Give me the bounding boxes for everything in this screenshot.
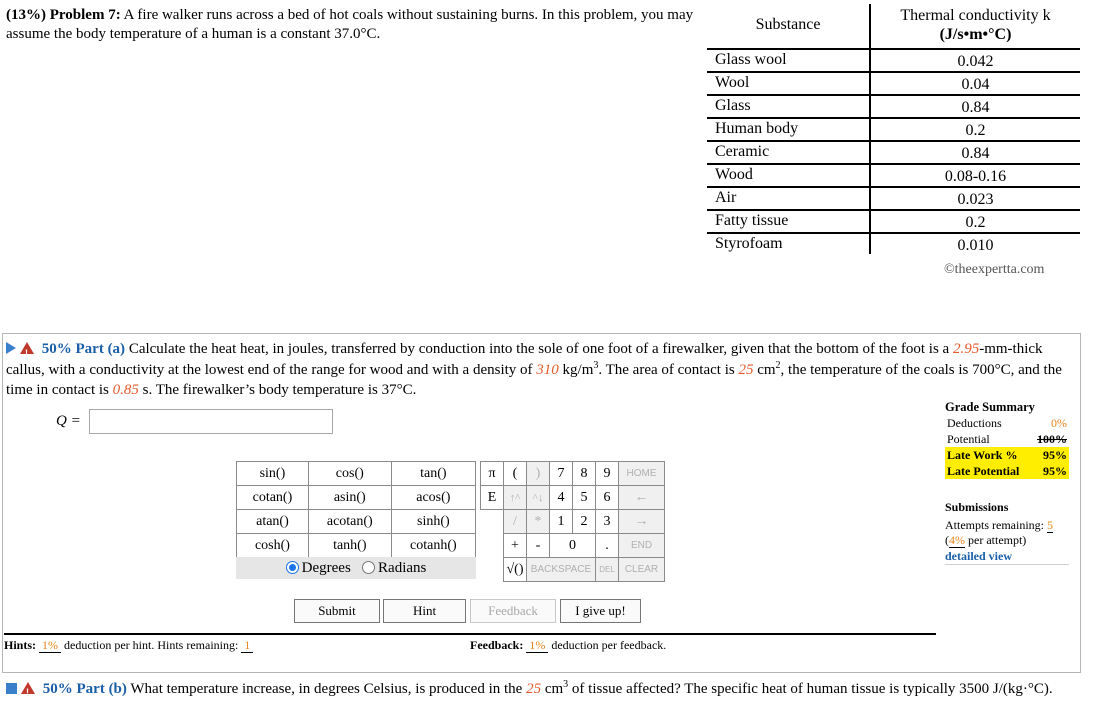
table-row <box>707 119 1080 142</box>
atan-button[interactable]: atan() <box>237 510 309 534</box>
feedback-bar <box>470 633 936 653</box>
feedback-deduction-pct: 1% <box>526 638 548 653</box>
cotanh-button[interactable]: cotanh() <box>391 534 475 558</box>
late-potential-value: 95% <box>1043 464 1067 478</box>
substance-name: Wood <box>715 166 753 183</box>
conductivity-value: 0.08-0.16 <box>944 168 1007 185</box>
conductivity-value: 0.84 <box>961 99 990 116</box>
keypad-spacer <box>481 510 504 534</box>
part-a-text-3: . The area of contact is <box>598 361 735 378</box>
hint-deduction-pct: 1% <box>39 638 61 653</box>
feedback-button[interactable]: Feedback <box>470 599 556 623</box>
substance-header: Substance <box>755 16 821 33</box>
expand-triangle-icon[interactable] <box>6 342 16 354</box>
up-caret-button[interactable]: ↑^ <box>504 486 527 510</box>
density-unit: kg/m <box>562 361 594 378</box>
cursor-right-button[interactable]: → <box>619 510 665 534</box>
collapse-square-icon[interactable] <box>6 683 17 694</box>
conductivity-value: 0.010 <box>957 237 994 254</box>
substance-name: Styrofoam <box>715 235 783 252</box>
conductivity-value: 0.042 <box>957 53 994 70</box>
acotan-button[interactable]: acotan() <box>308 510 391 534</box>
conductivity-value: 0.023 <box>957 191 994 208</box>
digit-3-button[interactable]: 3 <box>596 510 619 534</box>
digit-6-button[interactable]: 6 <box>596 486 619 510</box>
e-button[interactable]: E <box>481 486 504 510</box>
digit-5-button[interactable]: 5 <box>573 486 596 510</box>
conductivity-header-units: (J/s•m•°C) <box>939 26 1012 43</box>
late-potential-label: Late Potential <box>947 464 1020 478</box>
digit-0-button[interactable]: 0 <box>550 534 596 558</box>
table-row <box>707 73 1080 96</box>
attempts-label: Attempts remaining: <box>945 517 1044 532</box>
table-row <box>707 96 1080 119</box>
substance-name: Glass <box>715 97 751 114</box>
table-row <box>707 50 1080 73</box>
conductivity-value: 0.2 <box>965 214 986 231</box>
per-attempt-row: (4% per attempt) <box>945 533 1027 547</box>
table-row <box>707 234 1080 257</box>
numeric-keypad <box>480 461 665 582</box>
lparen-button[interactable]: ( <box>504 462 527 486</box>
dot-button[interactable]: . <box>596 534 619 558</box>
late-work-value: 95% <box>1043 448 1067 462</box>
keypad-spacer <box>481 534 504 558</box>
radians-label: Radians <box>378 560 427 576</box>
grade-summary <box>945 399 1069 479</box>
deductions-row <box>945 415 1069 431</box>
hints-label: Hints: <box>4 638 37 652</box>
hints-bar <box>4 633 470 653</box>
asin-button[interactable]: asin() <box>308 486 391 510</box>
cos-button[interactable]: cos() <box>308 462 391 486</box>
part-a-text-5: s. The firewalker’s body temperature is 37°C. <box>142 382 417 398</box>
submissions-title: Submissions <box>945 500 1009 514</box>
angle-mode <box>236 557 476 579</box>
warning-icon <box>20 342 34 354</box>
multiply-button[interactable]: * <box>527 510 550 534</box>
part-a-text-4: , the temperature of the coals is 700°C, and the time in contact is <box>6 361 1062 398</box>
down-caret-button[interactable]: ^↓ <box>527 486 550 510</box>
time-value: 0.85 <box>112 382 139 398</box>
table-header <box>707 4 1080 50</box>
area-value: 25 <box>738 361 754 378</box>
density-value: 310 <box>536 361 559 378</box>
late-potential-row <box>945 463 1069 479</box>
home-button[interactable]: HOME <box>619 462 665 486</box>
table-row <box>707 188 1080 211</box>
table-row <box>707 165 1080 188</box>
function-keypad <box>236 461 476 558</box>
deductions-label: Deductions <box>947 416 1002 430</box>
sqrt-button[interactable]: √() <box>504 558 527 582</box>
attempts-value: 5 <box>1046 517 1053 532</box>
radians-radio[interactable] <box>362 561 375 574</box>
per-attempt-text: per attempt) <box>968 533 1027 547</box>
hints-remaining: 1 <box>241 638 253 653</box>
hints-text: deduction per hint. Hints remaining: <box>64 638 239 652</box>
detailed-view-link[interactable]: detailed view <box>945 549 1069 566</box>
deductions-value: 0% <box>1051 416 1067 430</box>
conductivity-header-line1: Thermal conductivity k <box>900 7 1051 24</box>
tan-button[interactable]: tan() <box>391 462 475 486</box>
part-a-question: ! 50% Part (a) Calculate the heat heat, in joules, transferred by conduction into the sole of one foot of a firewalker, given that the bottom of the foot is a 2.95-mm-thick callus, with a conductivity at the lowest end of the range for wood and with a density of 310 $kg/m^3$. The area of contact is 25 $cm^2$, the temperature of the coals is 700°C, and the time in contact is 0.85 s. The firewalker’s body temperature is 37°C. <box>6 339 1076 401</box>
degrees-label: Degrees <box>301 560 351 576</box>
per-attempt-pct: 4% <box>949 533 965 547</box>
warning-icon <box>21 682 35 694</box>
digit-8-button[interactable]: 8 <box>573 462 596 486</box>
give-up-button[interactable]: I give up! <box>560 599 641 623</box>
plus-button[interactable]: + <box>504 534 527 558</box>
part-a-text-1: Calculate the heat heat, in joules, transferred by conduction into the sole of one foot of a firewalker, given that the bottom of the foot is a <box>128 341 950 357</box>
part-b-text-2: of tissue affected? The specific heat of human tissue is typically 3500 J/(kg·°C). <box>571 681 1053 697</box>
potential-value: 100% <box>1037 432 1067 446</box>
digit-2-button[interactable]: 2 <box>573 510 596 534</box>
attempts-row <box>945 518 1069 534</box>
clear-button[interactable]: CLEAR <box>619 558 665 582</box>
keypad-spacer <box>481 558 504 582</box>
pi-button[interactable]: π <box>481 462 504 486</box>
conductivity-value: 0.84 <box>961 145 990 162</box>
problem-text: A fire walker runs across a bed of hot coals without sustaining burns. In this problem, you may assume the body temperature of a human is a constant 37.0°C. <box>6 7 694 42</box>
conductivity-value: 0.04 <box>961 76 990 93</box>
feedback-text: deduction per feedback. <box>551 638 667 652</box>
end-button[interactable]: END <box>619 534 665 558</box>
sin-button[interactable]: sin() <box>237 462 309 486</box>
part-b-question: ! 50% Part (b) What temperature increase, in degrees Celsius, is produced in the 25 $cm^3$ of tissue affected? The specific heat of human tissue is typically 3500 J/(kg·°C). <box>6 680 1081 699</box>
thickness-value: 2.95 <box>952 341 980 357</box>
minus-button[interactable]: - <box>527 534 550 558</box>
answer-label: Q = <box>56 413 81 429</box>
rparen-button[interactable]: ) <box>527 462 550 486</box>
cursor-left-button[interactable]: ← <box>619 486 665 510</box>
degrees-radio[interactable] <box>286 561 299 574</box>
area-unit: cm <box>757 361 776 378</box>
del-button[interactable]: DEL <box>596 558 619 582</box>
answer-input[interactable] <box>89 409 333 434</box>
submit-button[interactable]: Submit <box>294 599 380 623</box>
cotan-button[interactable]: cotan() <box>237 486 309 510</box>
divide-button[interactable]: / <box>504 510 527 534</box>
table-row <box>707 211 1080 234</box>
substance-name: Glass wool <box>715 51 787 68</box>
acos-button[interactable]: acos() <box>391 486 475 510</box>
sinh-button[interactable]: sinh() <box>391 510 475 534</box>
part-a-text-2: -mm-thick callus, with a conductivity at the lowest end of the range for wood and with a density of <box>6 341 1043 378</box>
hint-button[interactable]: Hint <box>383 599 466 623</box>
part-b-label: 50% Part (b) <box>42 681 127 697</box>
table-row <box>707 142 1080 165</box>
problem-weight: (13%) <box>6 7 46 23</box>
potential-label: Potential <box>947 432 990 446</box>
digit-1-button[interactable]: 1 <box>550 510 573 534</box>
part-a-label: 50% Part (a) <box>41 341 126 357</box>
conductivity-value: 0.2 <box>965 122 986 139</box>
tanh-button[interactable]: tanh() <box>308 534 391 558</box>
watermark: ©theexpertta.com <box>944 262 1045 277</box>
substance-name: Human body <box>715 120 799 137</box>
substance-name: Ceramic <box>715 143 770 160</box>
late-work-label: Late Work % <box>947 448 1018 462</box>
substance-name: Fatty tissue <box>715 212 789 229</box>
part-b-area-value: 25 <box>526 681 542 697</box>
problem-label: Problem 7: <box>49 7 121 23</box>
problem-intro <box>6 6 706 44</box>
part-b-area-unit: cm <box>544 681 564 697</box>
digit-4-button[interactable]: 4 <box>550 486 573 510</box>
part-b-text-1: What temperature increase, in degrees Celsius, is produced in the <box>130 681 523 697</box>
digit-9-button[interactable]: 9 <box>596 462 619 486</box>
late-work-row <box>945 447 1069 463</box>
cosh-button[interactable]: cosh() <box>237 534 309 558</box>
conductivity-table <box>707 4 1080 257</box>
submissions-panel <box>945 500 1069 565</box>
grade-summary-title: Grade Summary <box>945 400 1035 414</box>
feedback-label: Feedback: <box>470 638 524 652</box>
substance-name: Air <box>715 189 737 206</box>
conductivity-header <box>871 6 1080 44</box>
substance-name: Wool <box>715 74 750 91</box>
backspace-button[interactable]: BACKSPACE <box>527 558 596 582</box>
potential-row <box>945 431 1069 447</box>
digit-7-button[interactable]: 7 <box>550 462 573 486</box>
